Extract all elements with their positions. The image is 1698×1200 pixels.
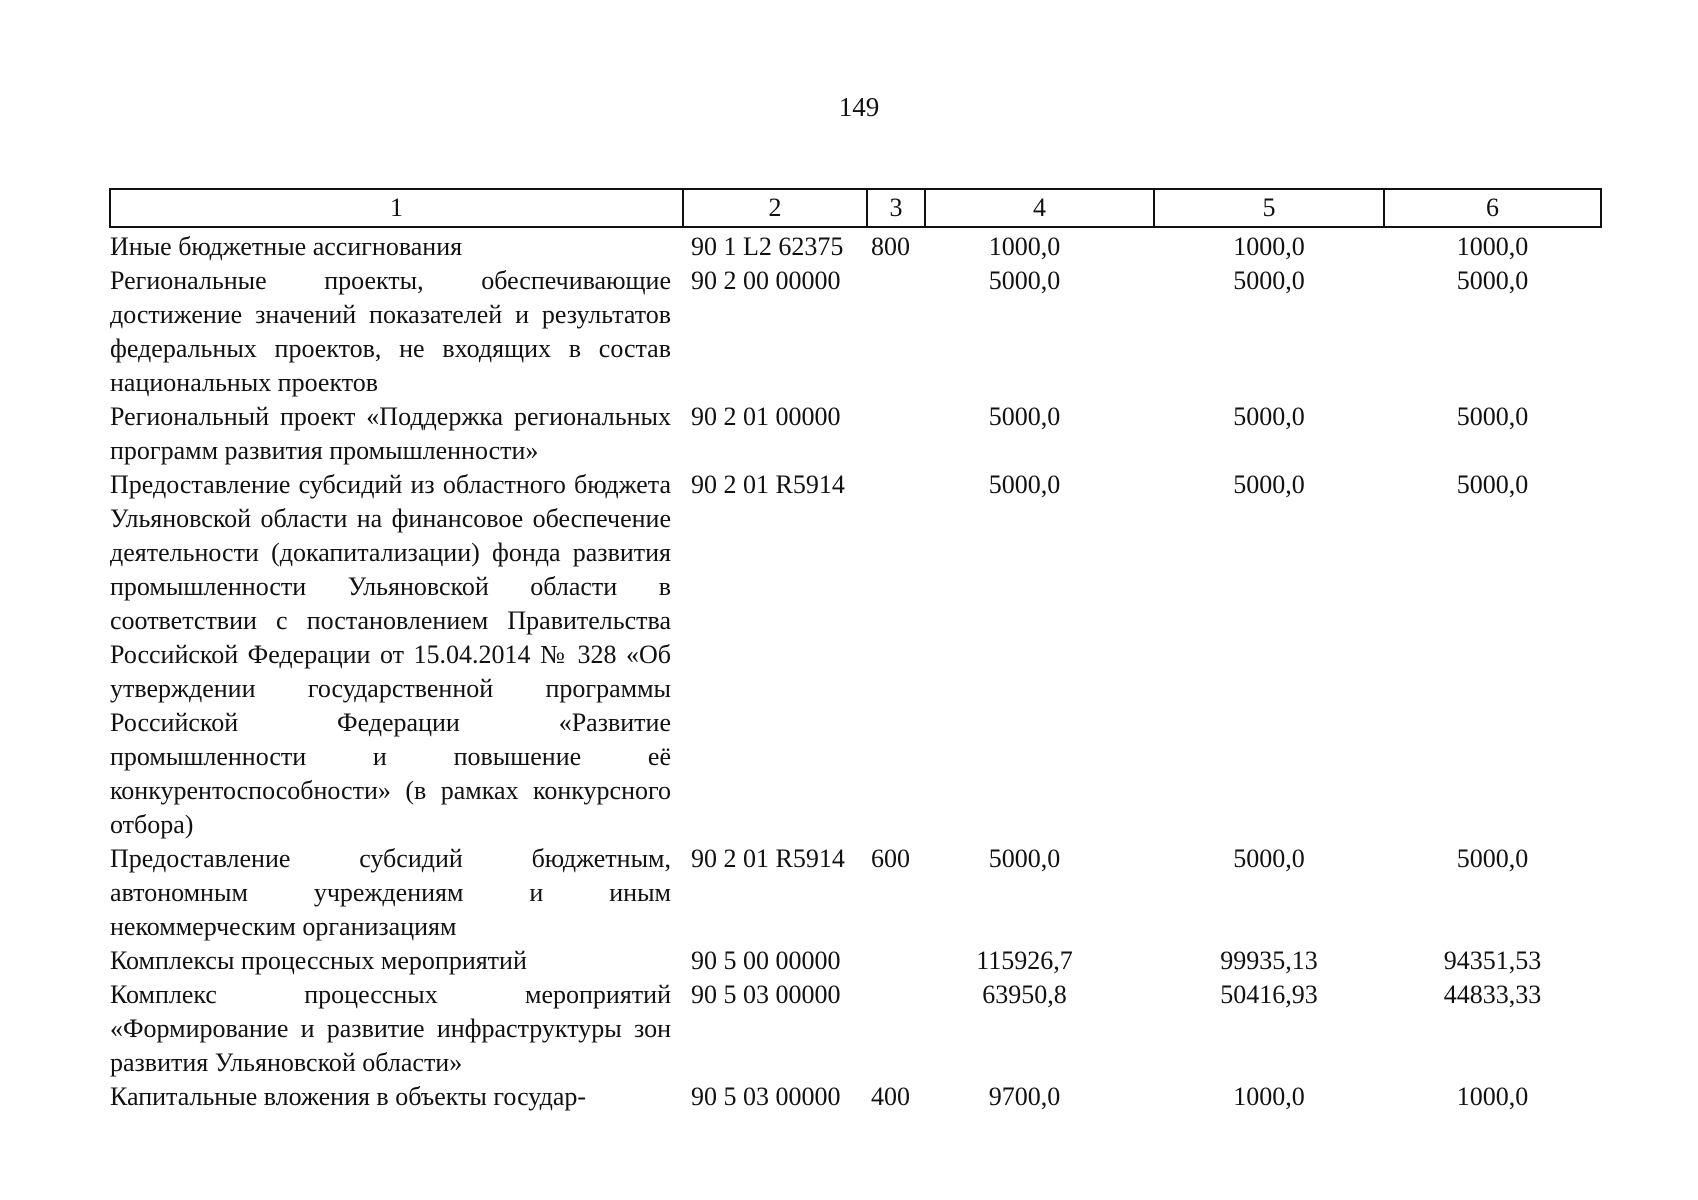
column-header-1: 1 xyxy=(110,189,683,227)
row-value-6: 44833,33 xyxy=(1443,980,1542,1009)
column-header-4: 4 xyxy=(925,189,1154,227)
table-row xyxy=(110,944,1601,978)
row-value-4: 5000,0 xyxy=(988,470,1061,499)
row-value-4: 5000,0 xyxy=(988,844,1061,873)
page-number: 149 xyxy=(838,92,880,122)
row-value-5: 1000,0 xyxy=(1233,1082,1305,1111)
row-value-5: 5000,0 xyxy=(1233,402,1305,431)
row-value-6: 94351,53 xyxy=(1443,946,1542,975)
row-name: Иные бюджетные ассигнования xyxy=(110,232,463,261)
row-kind xyxy=(867,944,925,978)
row-code: 90 2 00 00000 xyxy=(691,266,841,295)
row-value-4: 63950,8 xyxy=(982,980,1067,1009)
row-kind xyxy=(867,264,925,400)
header-row xyxy=(110,189,1601,227)
row-code: 90 5 03 00000 xyxy=(691,980,841,1009)
row-value-6: 5000,0 xyxy=(1456,470,1529,499)
table-row xyxy=(110,400,1601,468)
row-value-6: 1000,0 xyxy=(1456,232,1529,261)
table-row xyxy=(110,264,1601,400)
row-kind: 400 xyxy=(871,1082,910,1111)
row-code: 90 5 00 00000 xyxy=(691,946,841,975)
row-name: Комплексы процессных мероприятий xyxy=(110,946,527,975)
row-code: 90 2 01 R5914 xyxy=(691,470,845,499)
row-value-5: 5000,0 xyxy=(1233,844,1305,873)
row-name: Региональный проект «Поддержка региональных программ развития промышленности» xyxy=(110,402,671,465)
row-kind: 800 xyxy=(871,232,910,261)
row-name: Предоставление субсидий бюджетным, автономным учреждениям и иным некоммерческим организациям xyxy=(110,844,671,941)
table-row xyxy=(110,978,1601,1080)
row-value-6: 1000,0 xyxy=(1456,1082,1529,1111)
row-value-4: 5000,0 xyxy=(988,402,1061,431)
budget-table-container xyxy=(109,188,1600,1114)
budget-table xyxy=(109,188,1602,1114)
row-value-6: 5000,0 xyxy=(1456,266,1529,295)
row-value-5: 5000,0 xyxy=(1233,470,1305,499)
table-body xyxy=(110,227,1601,1114)
row-code: 90 2 01 00000 xyxy=(691,402,841,431)
row-kind: 600 xyxy=(871,844,910,873)
row-code: 90 2 01 R5914 xyxy=(691,844,845,873)
row-kind xyxy=(867,400,925,468)
row-value-4: 5000,0 xyxy=(988,266,1061,295)
row-name: Предоставление субсидий из областного бюджета Ульяновской области на финансовое обеспечение деятельности (докапитализации) фонда развития промышленности Ульяновской области в соответствии с постановлением Правительства Российской Федерации от 15.04.2014 № 328 «Об утверждении государственной программы Российской Федерации «Развитие промышленности и повышение её конкурентоспособности» (в рамках конкурсного отбора) xyxy=(110,470,671,839)
column-header-3: 3 xyxy=(867,189,925,227)
row-name: Капитальные вложения в объекты государ- xyxy=(110,1082,587,1111)
row-code: 90 5 03 00000 xyxy=(691,1082,841,1111)
row-name: Региональные проекты, обеспечивающие достижение значений показателей и результатов федеральных проектов, не входящих в состав национальных проектов xyxy=(110,266,671,397)
row-value-4: 9700,0 xyxy=(988,1082,1061,1111)
column-header-2: 2 xyxy=(683,189,867,227)
column-header-5: 5 xyxy=(1154,189,1384,227)
row-value-5: 50416,93 xyxy=(1220,980,1318,1009)
row-name: Комплекс процессных мероприятий «Формирование и развитие инфраструктуры зон развития Ульяновской области» xyxy=(110,980,671,1077)
row-value-4: 115926,7 xyxy=(976,946,1073,975)
table-header xyxy=(110,189,1601,227)
table-row xyxy=(110,227,1601,264)
row-kind xyxy=(867,468,925,842)
column-header-6: 6 xyxy=(1384,189,1601,227)
row-value-6: 5000,0 xyxy=(1456,844,1529,873)
row-value-4: 1000,0 xyxy=(988,232,1061,261)
row-value-5: 5000,0 xyxy=(1233,266,1305,295)
table-row xyxy=(110,842,1601,944)
row-code: 90 1 L2 62375 xyxy=(691,232,844,261)
table-row xyxy=(110,1080,1601,1114)
row-value-5: 1000,0 xyxy=(1233,232,1305,261)
row-value-5: 99935,13 xyxy=(1220,946,1318,975)
table-row xyxy=(110,468,1601,842)
row-value-6: 5000,0 xyxy=(1456,402,1529,431)
row-kind xyxy=(867,978,925,1080)
